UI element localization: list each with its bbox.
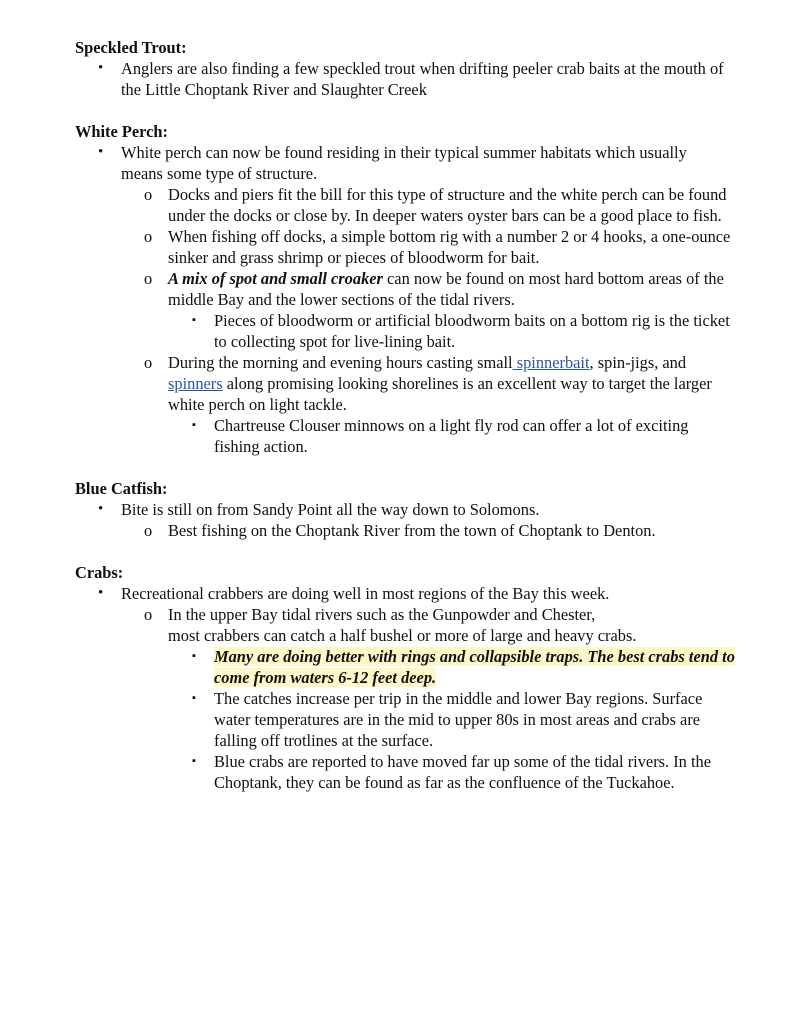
bullet-marker: • [98, 60, 104, 76]
bullet-marker: • [98, 585, 104, 601]
sub-sub-list-item [0, 415, 791, 457]
list-item [0, 58, 791, 100]
item-text: along promising looking shorelines is an excellent way to target the larger white perch on light tackle. [168, 374, 712, 414]
square-marker: ▪ [192, 692, 196, 704]
item-text: In the upper Bay tidal rivers such as the Gunpowder and Chester, [168, 605, 596, 624]
sub-sub-list-item [0, 688, 791, 751]
bullet-list [0, 142, 791, 184]
item-text: Docks and piers fit the bill for this type of structure and the white perch can be found under the docks or close by. In deeper waters oyster bars can be a good place to fish. [168, 185, 727, 225]
section-blue-catfish [0, 478, 791, 541]
sub-list-item [0, 226, 791, 268]
item-text: Best fishing on the Choptank River from the town of Choptank to Denton. [168, 521, 656, 540]
section-crabs [0, 562, 791, 793]
sub-list-item [0, 520, 791, 541]
document-page [0, 37, 791, 814]
item-text: Bite is still on from Sandy Point all the way down to Solomons. [121, 500, 540, 519]
sub-sub-list-item [0, 310, 791, 352]
spinnerbait-link[interactable]: spinnerbait [512, 353, 590, 372]
item-text: Recreational crabbers are doing well in most regions of the Bay this week. [121, 584, 610, 603]
sub-list-item [0, 352, 791, 415]
item-text: During the morning and evening hours casting small [168, 353, 513, 372]
item-text: most crabbers can catch a half bushel or more of large and heavy crabs. [168, 626, 637, 645]
circle-marker: o [144, 185, 153, 204]
circle-marker: o [144, 521, 153, 540]
heading-blue-catfish: Blue Catfish: [75, 479, 168, 498]
sub-list [0, 184, 791, 310]
sub-sub-list [0, 646, 791, 793]
item-text: can now be found on most hard bottom areas of the middle Bay and the lower sections of the tidal rivers. [168, 269, 724, 309]
item-text: Chartreuse Clouser minnows on a light fly rod can offer a lot of exciting fishing action. [214, 416, 689, 456]
square-marker: ▪ [192, 650, 196, 662]
heading-white-perch: White Perch: [75, 122, 169, 141]
sub-sub-list [0, 415, 791, 457]
item-text: Pieces of bloodworm or artificial bloodworm baits on a bottom rig is the ticket to collecting spot for live-lining bait. [214, 311, 730, 351]
item-text: Anglers are also finding a few speckled trout when drifting peeler crab baits at the mouth of the Little Choptank River and Slaughter Creek [121, 59, 724, 99]
bullet-marker: • [98, 501, 104, 517]
bullet-marker: • [98, 144, 104, 160]
sub-list [0, 604, 791, 646]
sub-list [0, 352, 791, 415]
heading-crabs: Crabs: [75, 563, 124, 582]
bullet-list [0, 583, 791, 604]
circle-marker: o [144, 605, 153, 624]
sub-list-item [0, 184, 791, 226]
emphasis-text: A mix of spot and small croaker [168, 269, 383, 288]
bullet-list [0, 58, 791, 100]
section-speckled-trout [0, 37, 791, 100]
list-item [0, 142, 791, 184]
spinners-link[interactable]: spinners [168, 374, 223, 393]
item-text: Blue crabs are reported to have moved far up some of the tidal rivers. In the Choptank, they can be found as far as the confluence of the Tuckahoe. [214, 752, 712, 792]
square-marker: ▪ [192, 755, 196, 767]
heading-speckled-trout: Speckled Trout: [75, 38, 187, 57]
sub-sub-list-item [0, 751, 791, 793]
circle-marker: o [144, 269, 153, 288]
list-item [0, 583, 791, 604]
square-marker: ▪ [192, 314, 196, 326]
sub-list-item [0, 268, 791, 310]
sub-list-item [0, 604, 791, 646]
item-text: When fishing off docks, a simple bottom rig with a number 2 or 4 hooks, a one-ounce sinker and grass shrimp or pieces of bloodworm for bait. [168, 227, 731, 267]
circle-marker: o [144, 353, 153, 372]
item-text: The catches increase per trip in the middle and lower Bay regions. Surface water temperatures are in the mid to upper 80s in most areas and crabs are falling off trotlines at the surface. [214, 689, 703, 750]
list-item [0, 499, 791, 520]
item-text: , spin-jigs, and [589, 353, 687, 372]
item-text: White perch can now be found residing in their typical summer habitats which usually means some type of structure. [121, 143, 687, 183]
sub-sub-list-item [0, 646, 791, 688]
highlighted-text: Many are doing better with rings and collapsible traps. The best crabs tend to come from waters 6-12 feet deep. [214, 647, 735, 687]
square-marker: ▪ [192, 419, 196, 431]
section-white-perch [0, 121, 791, 457]
sub-sub-list [0, 310, 791, 352]
sub-list [0, 520, 791, 541]
bullet-list [0, 499, 791, 520]
circle-marker: o [144, 227, 153, 246]
